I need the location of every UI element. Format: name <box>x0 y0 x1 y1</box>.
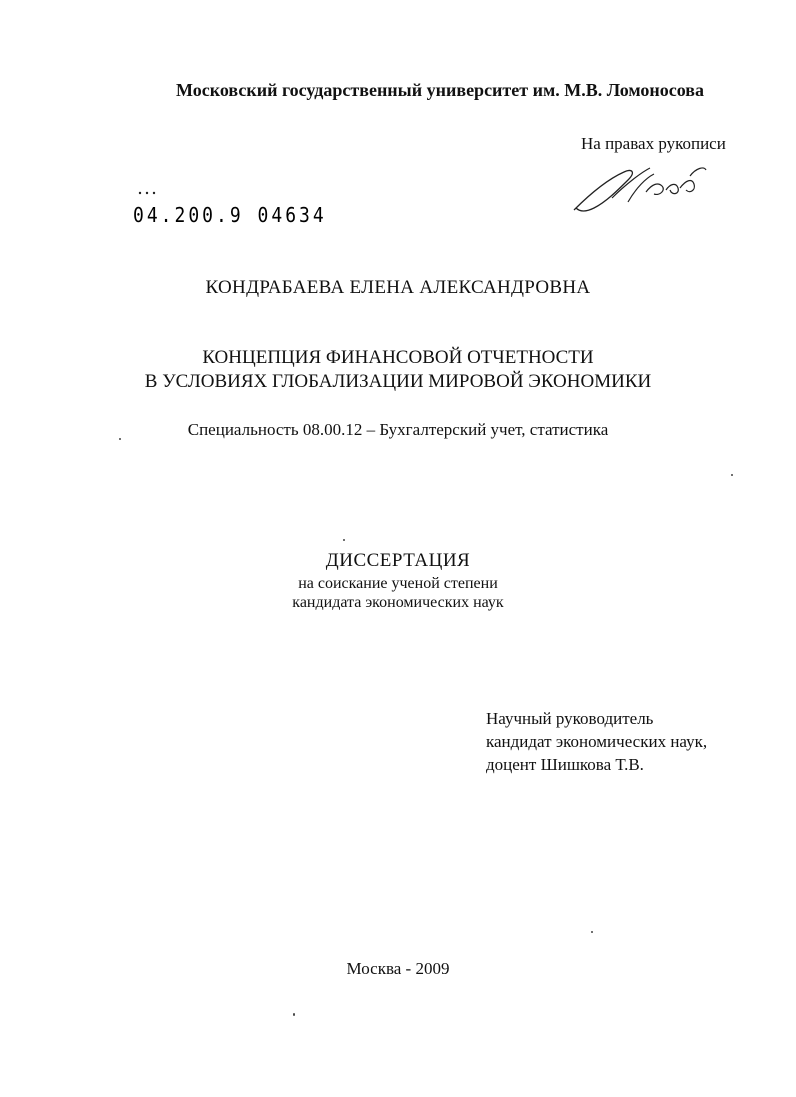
title-line-1: КОНЦЕПЦИЯ ФИНАНСОВОЙ ОТЧЕТНОСТИ <box>202 347 594 368</box>
specialty: Специальность 08.00.12 – Бухгалтерский учет, статистика <box>187 420 609 439</box>
scan-speck <box>293 1013 295 1016</box>
author-name: КОНДРАБАЕВА ЕЛЕНА АЛЕКСАНДРОВНА <box>205 277 591 298</box>
scan-speck <box>343 539 345 541</box>
university-name: Московский государственный университет им. М.В. Ломоносова <box>175 80 705 100</box>
scan-speck <box>119 438 121 440</box>
archive-marks <box>137 190 157 196</box>
scan-speck <box>731 474 733 476</box>
degree-line-1: на соискание ученой степени <box>298 575 498 592</box>
supervisor-name: доцент Шишкова Т.В. <box>486 755 644 774</box>
title-line-2: В УСЛОВИЯХ ГЛОБАЛИЗАЦИИ МИРОВОЙ ЭКОНОМИКИ <box>144 371 652 392</box>
degree-sought <box>0 574 796 612</box>
dissertation-title <box>0 346 796 394</box>
degree-line-2: кандидата экономических наук <box>292 594 504 611</box>
supervisor-degree: кандидат экономических наук, <box>486 732 708 751</box>
supervisor-label: Научный руководитель <box>486 709 654 728</box>
city-year: Москва - 2009 <box>346 959 450 978</box>
rights-note: На правах рукописи <box>581 134 726 153</box>
archive-number: 04.200.9 04634 <box>133 203 327 228</box>
document-type: ДИССЕРТАЦИЯ <box>325 550 471 571</box>
handwritten-signature <box>566 158 716 218</box>
scan-speck <box>591 931 593 933</box>
supervisor-block <box>486 707 707 776</box>
